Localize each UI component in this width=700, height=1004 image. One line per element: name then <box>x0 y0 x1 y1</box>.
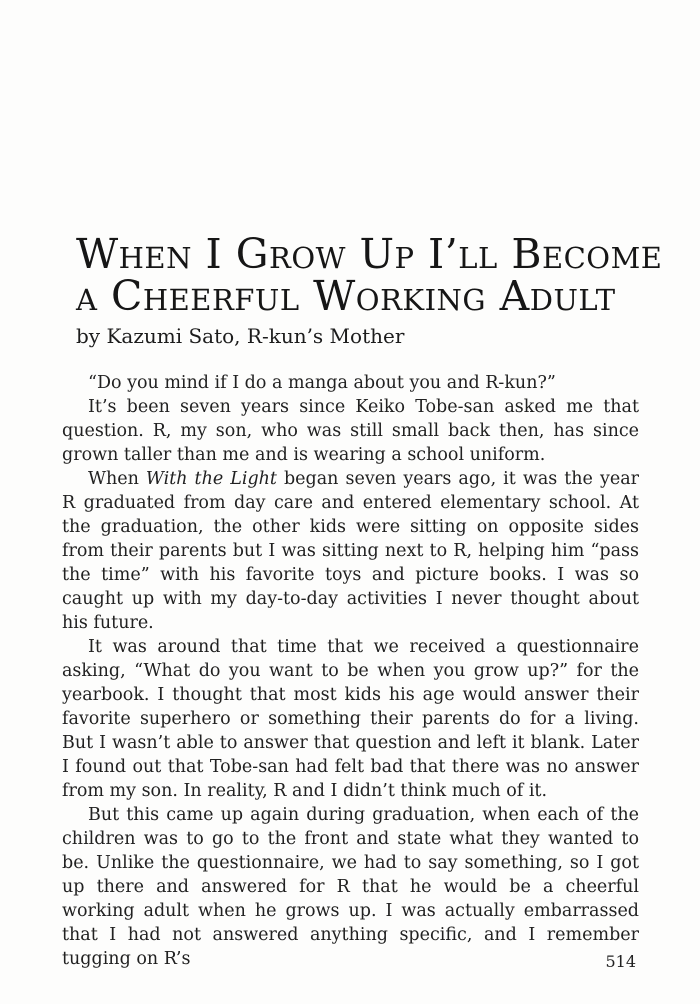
page-title-line-1: When I Grow Up I’ll Become <box>76 230 663 278</box>
italic-text: With the Light <box>145 469 277 489</box>
paragraph <box>62 371 639 395</box>
text-segment: It was around that time that we received a questionnaire asking, “What do you want to be when you grow up?” for the yearbook. I thought that most kids his age would answer their favorite superhero or something their parents do for a living. But I wasn’t able to answer that question and left it blank. Later I found out that Tobe-san had felt bad that there was no answer from my son. In reality, R and I didn’t think much of it. <box>62 637 639 801</box>
paragraph <box>62 467 639 635</box>
text-segment: But this came up again during graduation, when each of the children was to go to the front and state what they wanted to be. Unlike the questionnaire, we had to say something, so I got up there and answered for R that he would be a cheerful working adult when he grows up. I was actually embarrassed that I had not answered anything specific, and I remember tugging on R’s <box>62 805 639 969</box>
text-segment: “Do you mind if I do a manga about you and R-kun?” <box>88 373 556 393</box>
paragraph <box>62 803 639 971</box>
text-segment: When <box>88 469 146 489</box>
paragraph <box>62 635 639 803</box>
body-text <box>62 371 639 971</box>
text-segment: began seven years ago, it was the year R graduated from day care and entered elementary school. At the graduation, the other kids were sitting on opposite sides from their parents but I was sitting next to R, helping him “pass the time” with his favorite toys and picture books. I was so caught up with my day-to-day activities I never thought about his future. <box>62 469 639 633</box>
text-segment: It’s been seven years since Keiko Tobe-san asked me that question. R, my son, who was still small back then, has since grown taller than me and is wearing a school uniform. <box>62 397 639 465</box>
page-number: 514 <box>605 952 636 971</box>
chapter-heading <box>76 230 663 349</box>
page-title-line-2: a Cheerful Working Adult <box>76 272 616 320</box>
byline: by Kazumi Sato, R-kun’s Mother <box>76 324 405 348</box>
paragraph <box>62 395 639 467</box>
